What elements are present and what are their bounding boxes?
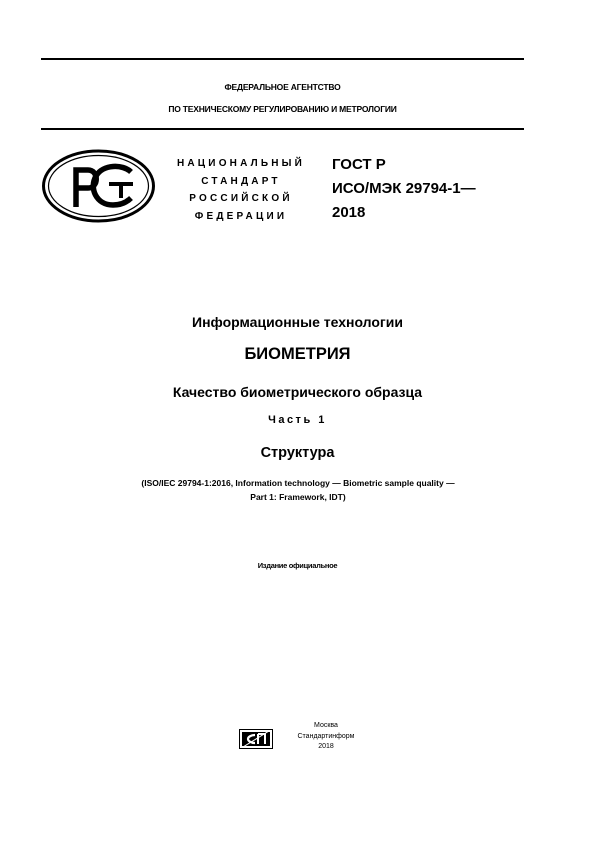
publisher-imprint xyxy=(276,721,376,753)
designation-line-2: ИСО/МЭК 29794-1— xyxy=(332,180,476,197)
edition-note: Издание официальное xyxy=(257,561,338,570)
national-line-3: РОССИЙСКОЙ xyxy=(189,193,293,204)
national-line-1: НАЦИОНАЛЬНЫЙ xyxy=(176,158,306,169)
designation-line-3: 2018 xyxy=(332,204,366,221)
agency-line-1: ФЕДЕРАЛЬНОЕ АГЕНТСТВО xyxy=(224,82,341,92)
publisher-city: Москва xyxy=(314,722,338,729)
international-reference xyxy=(58,476,538,504)
standartinform-logo-icon xyxy=(239,729,273,749)
publication-year: 2018 xyxy=(318,743,334,750)
header-rule xyxy=(41,128,524,130)
main-title: БИОМЕТРИЯ xyxy=(244,345,351,363)
subtitle: Качество биометрического образца xyxy=(172,384,423,400)
part-title: Структура xyxy=(260,445,335,461)
gost-r-certification-mark-icon xyxy=(41,149,156,223)
top-rule xyxy=(41,58,524,60)
national-line-2: СТАНДАРТ xyxy=(201,175,281,187)
designation-line-1: ГОСТ Р xyxy=(332,156,386,173)
standard-designation xyxy=(332,153,476,225)
international-line-2: Part 1: Framework, IDT) xyxy=(250,492,346,502)
national-standard-label xyxy=(170,155,312,225)
subject-area: Информационные технологии xyxy=(192,314,403,330)
national-line-4: ФЕДЕРАЦИИ xyxy=(194,210,288,222)
agency-line-2: ПО ТЕХНИЧЕСКОМУ РЕГУЛИРОВАНИЮ И МЕТРОЛОГИИ xyxy=(168,104,397,114)
publisher-name: Стандартинформ xyxy=(297,732,355,740)
part-number: Часть 1 xyxy=(268,414,327,426)
international-line-1: (ISO/IEC 29794-1:2016, Information technology — Biometric sample quality — xyxy=(141,478,455,488)
